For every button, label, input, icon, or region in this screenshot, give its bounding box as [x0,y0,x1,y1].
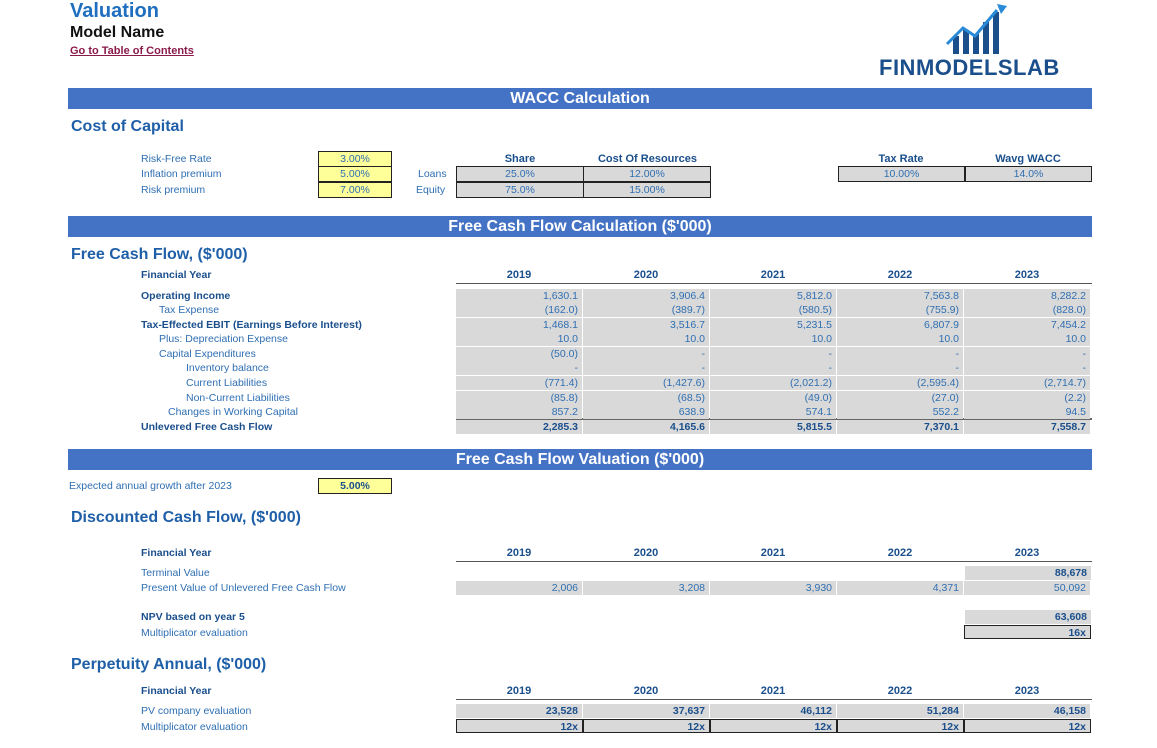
dcf-mult-label: Multiplicator evaluation [141,627,248,639]
chart-arrow-logo-icon [945,2,1015,57]
npv-value: 63,608 [965,610,1091,624]
loans-label: Loans [418,168,447,180]
terminal-value: 88,678 [965,566,1091,580]
perp-year-header: 2022 [887,685,913,697]
wacc-banner: WACC Calculation [68,88,1092,109]
fcf-cell: (755.9) [837,303,963,317]
fcf-cell: (828.0) [964,303,1090,317]
toc-link[interactable]: Go to Table of Contents [70,45,194,57]
perp-pv-cell: 23,528 [456,704,582,718]
valuation-banner: Free Cash Flow Valuation ($'000) [68,449,1092,470]
fcf-cell: (68.5) [583,391,709,405]
fcf-cell: 7,454.2 [964,318,1090,332]
loans-cost: 12.00% [583,166,711,182]
perp-pv-cell: 46,158 [964,704,1090,718]
fcf-cell: (2,021.2) [710,376,836,390]
fcf-cell: 6,807.9 [837,318,963,332]
tax-rate-value: 10.00% [838,166,965,182]
fcf-cell: 10.0 [837,332,963,346]
fcf-cell: - [964,347,1090,361]
fcf-cell: (389.7) [583,303,709,317]
fcf-cell: 10.0 [710,332,836,346]
fcf-cell: 5,815.5 [710,420,836,434]
npv-label: NPV based on year 5 [141,611,245,623]
fcf-cell: - [710,347,836,361]
dcf-header-rule [456,561,1092,562]
fcf-cell: - [710,361,836,375]
perp-pv-label: PV company evaluation [141,705,252,717]
perp-pv-cell: 51,284 [837,704,963,718]
fcf-cell: (2,595.4) [837,376,963,390]
fcf-cell: 7,558.7 [964,420,1090,434]
inflation-input[interactable]: 5.00% [318,166,392,182]
fcf-cell: (580.5) [710,303,836,317]
fcf-cell: 574.1 [710,405,836,419]
fcf-cell: - [583,361,709,375]
risk-premium-input[interactable]: 7.00% [318,182,392,198]
risk-free-input[interactable]: 3.00% [318,151,392,167]
fcf-cell: - [837,347,963,361]
fcf-cell: - [583,347,709,361]
dcf-year-header: 2019 [506,547,532,559]
fcf-cell: - [837,361,963,375]
equity-share: 75.0% [456,182,584,198]
perp-mult-cell: 12x [583,719,710,733]
fcf-cell: - [964,361,1090,375]
perp-mult-label: Multiplicator evaluation [141,721,248,733]
fcf-cell: 10.0 [964,332,1090,346]
fcf-cell: 2,285.3 [456,420,582,434]
dcf-pv-cell: 2,006 [456,581,582,595]
fcf-cell: - [456,361,582,375]
fcf-cell: 3,906.4 [583,289,709,303]
fcf-cell: 552.2 [837,405,963,419]
dcf-year-header: 2020 [633,547,659,559]
inflation-label: Inflation premium [141,168,222,180]
fcf-cell: 10.0 [583,332,709,346]
share-header: Share [504,153,536,165]
terminal-label: Terminal Value [141,567,210,579]
perp-year-header: 2019 [506,685,532,697]
perp-year-header: 2020 [633,685,659,697]
fcf-row-label: Non-Current Liabilities [186,392,290,404]
loans-share: 25.0% [456,166,584,182]
dcf-year-header: 2021 [760,547,786,559]
fcf-row-label: Tax Expense [159,304,220,316]
fcf-cell: (27.0) [837,391,963,405]
model-name: Model Name [70,24,165,41]
perp-mult-cell: 12x [964,719,1091,733]
cost-of-capital-heading: Cost of Capital [71,118,184,135]
fcf-cell: 94.5 [964,405,1090,419]
fcf-row-label: Capital Expenditures [159,348,256,360]
risk-premium-label: Risk premium [141,184,206,196]
dcf-pv-cell: 3,930 [710,581,836,595]
fcf-cell: 1,468.1 [456,318,582,332]
perp-mult-cell: 12x [710,719,837,733]
dcf-heading: Discounted Cash Flow, ($'000) [71,509,301,526]
perp-mult-cell: 12x [837,719,964,733]
fcf-cell: 3,516.7 [583,318,709,332]
fcf-row-label: Operating Income [141,290,231,302]
fcf-year-header: 2022 [887,269,913,281]
fcf-row-label: Changes in Working Capital [168,406,298,418]
perp-header-rule [456,699,1092,700]
fcf-cell: (85.8) [456,391,582,405]
page-title: Valuation [70,0,159,22]
fcf-cell: 7,370.1 [837,420,963,434]
dcf-fy-label: Financial Year [141,547,212,559]
perp-year-header: 2023 [1014,685,1040,697]
fcf-year-header: 2023 [1014,269,1040,281]
dcf-year-header: 2022 [887,547,913,559]
fcf-cell: (771.4) [456,376,582,390]
fcf-row-label: Tax-Effected EBIT (Earnings Before Interest) [141,319,362,331]
fcf-cell: (162.0) [456,303,582,317]
fcf-header-rule [456,283,1092,284]
fcf-cell: (2,714.7) [964,376,1090,390]
dcf-pv-cell: 3,208 [583,581,709,595]
growth-label: Expected annual growth after 2023 [69,480,232,492]
fcf-row-label: Unlevered Free Cash Flow [141,421,273,433]
fcf-cell: 5,231.5 [710,318,836,332]
fcf-row-label: Plus: Depreciation Expense [159,333,288,345]
fcf-row-label: Current Liabilities [186,377,268,389]
fcf-cell: 8,282.2 [964,289,1090,303]
perp-pv-cell: 46,112 [710,704,836,718]
cost-header: Cost Of Resources [597,153,698,165]
risk-free-label: Risk-Free Rate [141,153,212,165]
perp-pv-cell: 37,637 [583,704,709,718]
fcf-year-header: 2021 [760,269,786,281]
equity-cost: 15.00% [583,182,711,198]
fcf-fy-label: Financial Year [141,269,212,281]
dcf-mult-value: 16x [964,625,1091,639]
perp-mult-cell: 12x [456,719,583,733]
logo: FINMODELSLAB [879,55,1060,80]
fcf-cell: 5,812.0 [710,289,836,303]
perp-year-header: 2021 [760,685,786,697]
fcf-cell: 857.2 [456,405,582,419]
fcf-year-header: 2020 [633,269,659,281]
tax-rate-header: Tax Rate [878,153,924,165]
fcf-row-label: Inventory balance [186,362,269,374]
fcf-cell: 4,165.6 [583,420,709,434]
fcf-cell: (49.0) [710,391,836,405]
fcf-cell: 10.0 [456,332,582,346]
perp-fy-label: Financial Year [141,685,212,697]
fcf-cell: 7,563.8 [837,289,963,303]
fcf-banner: Free Cash Flow Calculation ($'000) [68,216,1092,237]
growth-input[interactable]: 5.00% [318,478,392,494]
wavg-value: 14.0% [965,166,1092,182]
dcf-pv-cell: 50,092 [964,581,1090,595]
wavg-header: Wavg WACC [995,153,1061,165]
fcf-cell: (50.0) [456,347,582,361]
fcf-heading: Free Cash Flow, ($'000) [71,246,248,263]
fcf-cell: (1,427.6) [583,376,709,390]
perp-heading: Perpetuity Annual, ($'000) [71,656,267,673]
fcf-cell: (2.2) [964,391,1090,405]
dcf-pv-cell: 4,371 [837,581,963,595]
equity-label: Equity [416,184,446,196]
dcf-year-header: 2023 [1014,547,1040,559]
fcf-cell: 638.9 [583,405,709,419]
pv-fcf-label: Present Value of Unlevered Free Cash Flow [141,582,346,594]
fcf-cell: 1,630.1 [456,289,582,303]
fcf-year-header: 2019 [506,269,532,281]
